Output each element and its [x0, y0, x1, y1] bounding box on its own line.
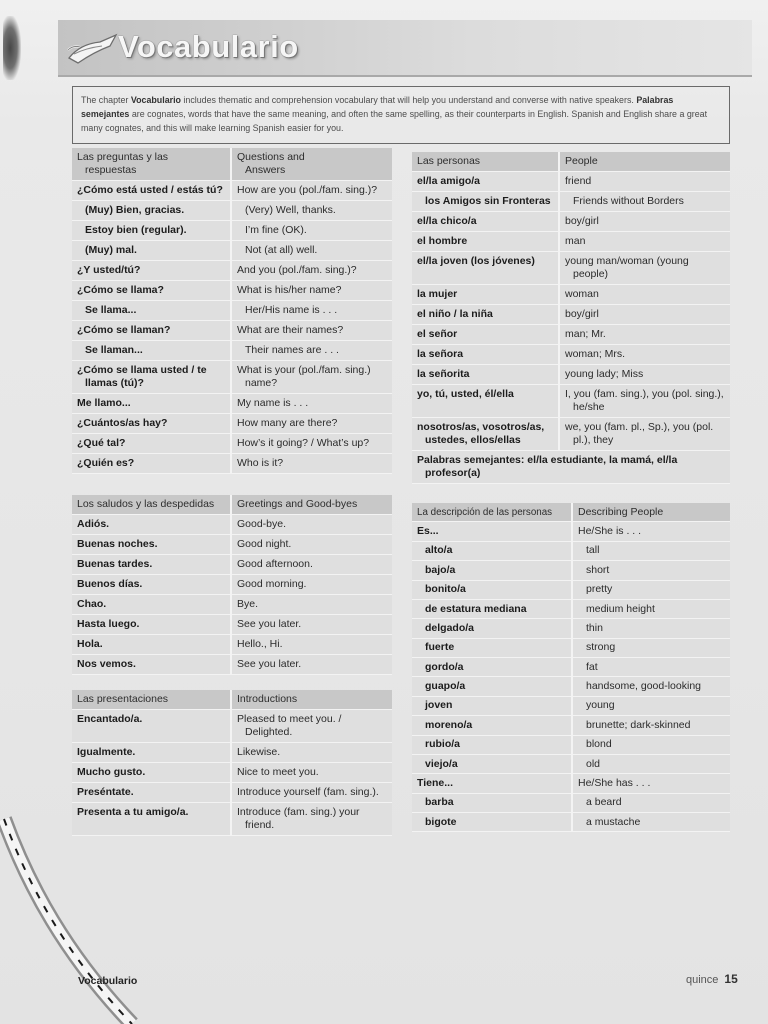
- spanish-term: Mucho gusto.: [72, 763, 232, 782]
- introductions-header-spanish: [72, 690, 232, 709]
- english-translation: boy/girl: [565, 215, 599, 227]
- introductions-entry-row: [72, 763, 392, 783]
- describing-entry-row: [412, 600, 730, 619]
- describing-header-english: [573, 503, 730, 521]
- english-translation: short: [586, 563, 610, 576]
- spanish-term: Hasta luego.: [72, 615, 232, 634]
- english-translation: fat: [586, 660, 598, 673]
- english-translation: man; Mr.: [565, 328, 606, 340]
- english-translation: What is his/her name?: [237, 284, 342, 296]
- introductions-header-english-text: Introductions: [237, 693, 298, 705]
- english-translation: strong: [586, 641, 616, 654]
- spanish-term: Se llama...: [72, 301, 232, 320]
- people-entry-row: [412, 345, 730, 365]
- greetings-header-english-text: Greetings and Good-byes: [237, 498, 358, 510]
- english-translation: Good morning.: [237, 578, 307, 590]
- english-translation: brunette; dark-skinned: [586, 718, 691, 731]
- english-translation: friend: [565, 175, 592, 187]
- spanish-term: (Muy) mal.: [72, 241, 232, 260]
- people-header-english-text: People: [565, 155, 598, 167]
- english-translation: Good-bye.: [237, 518, 287, 530]
- spanish-term: la señorita: [412, 365, 560, 384]
- questions-entry-row: [72, 221, 392, 241]
- spanish-term: Buenas tardes.: [72, 555, 232, 574]
- english-translation: Not (at all) well.: [245, 244, 318, 256]
- spanish-term: Encantado/a.: [72, 710, 232, 742]
- people-entry-row: [412, 418, 730, 451]
- questions-entry-row: [72, 394, 392, 414]
- questions-header-english: [232, 148, 392, 180]
- page-number: 15: [724, 972, 738, 986]
- spanish-term: el/la chico/a: [412, 212, 560, 231]
- spanish-term: Adiós.: [72, 515, 232, 534]
- english-translation: old: [586, 757, 601, 770]
- questions-entry-row: [72, 341, 392, 361]
- english-translation: What is your (pol./fam. sing.) name?: [237, 364, 371, 389]
- people-entry-row: [412, 325, 730, 345]
- cognates-note: Palabras semejantes: el/la estudiante, la mamá, el/la profesor(a): [417, 454, 678, 479]
- describing-entry-row: [412, 542, 730, 561]
- describing-entry-row: [412, 522, 730, 541]
- english-translation: See you later.: [237, 618, 302, 630]
- describing-entry-row: [412, 619, 730, 638]
- people-entry-row: [412, 365, 730, 385]
- scan-edge-mark: [3, 16, 21, 80]
- questions-header-row: [72, 148, 392, 181]
- english-translation: How are you (pol./fam. sing.)?: [237, 184, 378, 196]
- questions-header-spanish: [72, 148, 232, 180]
- english-translation: woman; Mrs.: [565, 348, 626, 360]
- questions-header-english-text: Questions and Answers: [237, 151, 305, 176]
- spanish-term: la mujer: [412, 285, 560, 304]
- english-translation: woman: [565, 288, 599, 300]
- spanish-term: ¿Quién es?: [72, 454, 232, 473]
- people-entry-row: [412, 252, 730, 285]
- english-translation: a beard: [586, 796, 622, 809]
- spanish-term: el hombre: [412, 232, 560, 251]
- english-translation: My name is . . .: [237, 397, 309, 409]
- people-cognates-row: [412, 451, 730, 484]
- spanish-term: ¿Cómo se llaman?: [72, 321, 232, 340]
- spanish-term: Hola.: [72, 635, 232, 654]
- english-translation: Bye.: [237, 598, 259, 610]
- spanish-term: ¿Qué tal?: [72, 434, 232, 453]
- english-translation: tall: [586, 544, 600, 557]
- spanish-term: Se llaman...: [72, 341, 232, 360]
- spanish-term: Buenas noches.: [72, 535, 232, 554]
- spanish-term: Tiene...: [412, 774, 573, 792]
- spanish-term: bajo/a: [412, 561, 573, 579]
- describing-header-spanish: [412, 503, 573, 521]
- english-translation: medium height: [586, 602, 655, 615]
- spanish-term: Igualmente.: [72, 743, 232, 762]
- spanish-term: yo, tú, usted, él/ella: [412, 385, 560, 417]
- greetings-entry-row: [72, 595, 392, 615]
- introductions-header-spanish-text: Las presentaciones: [77, 693, 169, 705]
- spanish-term: rubio/a: [412, 736, 573, 754]
- english-translation: a mustache: [586, 815, 641, 828]
- spanish-term: joven: [412, 697, 573, 715]
- spanish-term: ¿Cómo se llama usted / te llamas (tú)?: [72, 361, 232, 393]
- english-translation: Nice to meet you.: [237, 766, 319, 778]
- english-translation: Friends without Borders: [573, 195, 684, 207]
- spanish-term: gordo/a: [412, 658, 573, 676]
- intro-text: are cognates, words that have the same meaning, and often the same spelling, as their counterparts in English. Spanish and English share a great many cognates, and this will make learning Spanish easier for you.: [81, 109, 708, 133]
- questions-entry-row: [72, 321, 392, 341]
- questions-entry-row: [72, 241, 392, 261]
- describing-entry-row: [412, 736, 730, 755]
- spanish-term: el/la joven (los jóvenes): [412, 252, 560, 284]
- spanish-term: Es...: [412, 522, 573, 540]
- english-translation: man: [565, 235, 586, 247]
- english-translation: handsome, good-looking: [586, 680, 701, 693]
- greetings-header-english: [232, 495, 392, 514]
- english-translation: Good night.: [237, 538, 292, 550]
- introductions-header-row: [72, 690, 392, 710]
- describing-entry-row: [412, 716, 730, 735]
- spanish-term: barba: [412, 794, 573, 812]
- english-translation: blond: [586, 738, 612, 751]
- describing-people-table: [412, 503, 730, 832]
- greetings-header-spanish: [72, 495, 232, 514]
- questions-header-spanish-text: Las preguntas y las respuestas: [77, 151, 169, 176]
- english-translation: Hello., Hi.: [237, 638, 283, 650]
- spanish-term: el señor: [412, 325, 560, 344]
- english-translation: young: [586, 699, 615, 712]
- english-translation: How many are there?: [237, 417, 338, 429]
- spanish-term: Nos vemos.: [72, 655, 232, 674]
- questions-entry-row: [72, 414, 392, 434]
- intro-text: The chapter: [81, 95, 131, 105]
- spanish-term: los Amigos sin Fronteras: [412, 192, 560, 211]
- english-translation: Pleased to meet you. / Delighted.: [237, 713, 342, 738]
- intro-term-palabras-semejantes: Palabras semejantes: [81, 95, 674, 119]
- spanish-term: Presenta a tu amigo/a.: [72, 803, 232, 835]
- describing-header-row: [412, 503, 730, 522]
- greetings-entry-row: [72, 615, 392, 635]
- section-title: Vocabulario: [118, 29, 299, 64]
- greetings-entry-row: [72, 535, 392, 555]
- spanish-term: fuerte: [412, 639, 573, 657]
- spanish-term: Preséntate.: [72, 783, 232, 802]
- questions-entry-row: [72, 454, 392, 474]
- questions-entry-row: [72, 361, 392, 394]
- spanish-term: Estoy bien (regular).: [72, 221, 232, 240]
- spanish-term: el/la amigo/a: [412, 172, 560, 191]
- vocabulario-emblem-icon: [66, 30, 120, 66]
- english-translation: young lady; Miss: [565, 368, 644, 380]
- describing-entry-row: [412, 794, 730, 813]
- section-banner: [58, 20, 752, 77]
- spanish-term: Me llamo...: [72, 394, 232, 413]
- decorative-ribbon: [0, 815, 150, 1024]
- english-translation: Good afternoon.: [237, 558, 313, 570]
- introductions-entry-row: [72, 710, 392, 743]
- questions-entry-row: [72, 434, 392, 454]
- questions-answers-table: [72, 148, 392, 474]
- questions-entry-row: [72, 301, 392, 321]
- greetings-header-spanish-text: Los saludos y las despedidas: [77, 498, 215, 510]
- greetings-entry-row: [72, 575, 392, 595]
- describing-entry-row: [412, 658, 730, 677]
- spanish-term: ¿Cómo está usted / estás tú?: [72, 181, 232, 200]
- english-translation: pretty: [586, 583, 613, 596]
- questions-entry-row: [72, 201, 392, 221]
- english-translation: What are their names?: [237, 324, 344, 336]
- spanish-term: bigote: [412, 813, 573, 831]
- spanish-term: el niño / la niña: [412, 305, 560, 324]
- describing-entry-row: [412, 561, 730, 580]
- english-translation: young man/woman (young people): [565, 255, 689, 280]
- people-header-spanish: [412, 152, 560, 171]
- describing-entry-row: [412, 639, 730, 658]
- greetings-entry-row: [72, 655, 392, 675]
- describing-entry-row: [412, 677, 730, 696]
- introductions-header-english: [232, 690, 392, 709]
- english-translation: (Very) Well, thanks.: [245, 204, 336, 216]
- describing-entry-row: [412, 581, 730, 600]
- page-number-word: quince: [686, 974, 719, 986]
- introductions-entry-row: [72, 783, 392, 803]
- questions-entry-row: [72, 281, 392, 301]
- questions-entry-row: [72, 261, 392, 281]
- intro-box: [72, 86, 730, 144]
- people-entry-row: [412, 305, 730, 325]
- people-entry-row: [412, 232, 730, 252]
- people-entry-row: [412, 172, 730, 192]
- spanish-term: la señora: [412, 345, 560, 364]
- greetings-entry-row: [72, 515, 392, 535]
- english-translation: Introduce yourself (fam. sing.).: [237, 786, 379, 798]
- greetings-entry-row: [72, 555, 392, 575]
- english-translation: Who is it?: [237, 457, 284, 469]
- greetings-table: [72, 495, 392, 675]
- spanish-term: ¿Cuántos/as hay?: [72, 414, 232, 433]
- spanish-term: viejo/a: [412, 755, 573, 773]
- english-translation: I, you (fam. sing.), you (pol. sing.), he/she: [565, 388, 724, 413]
- describing-entry-row: [412, 697, 730, 716]
- english-translation: Likewise.: [237, 746, 281, 758]
- footer-section-label: Vocabulario: [78, 975, 138, 987]
- greetings-header-row: [72, 495, 392, 515]
- english-translation: thin: [586, 621, 603, 634]
- intro-text: includes thematic and comprehension vocabulary that will help you understand and converse with native speakers.: [180, 95, 637, 105]
- questions-entry-row: [72, 181, 392, 201]
- spanish-term: Buenos días.: [72, 575, 232, 594]
- describing-entry-row: [412, 774, 730, 793]
- spanish-term: ¿Cómo se llama?: [72, 281, 232, 300]
- english-translation: He/She has . . .: [578, 776, 651, 789]
- spanish-term: bonito/a: [412, 581, 573, 599]
- english-translation: See you later.: [237, 658, 302, 670]
- spanish-term: delgado/a: [412, 619, 573, 637]
- spanish-term: ¿Y usted/tú?: [72, 261, 232, 280]
- intro-term-vocabulario: Vocabulario: [130, 95, 181, 105]
- people-table: [412, 152, 730, 484]
- english-translation: we, you (fam. pl., Sp.), you (pol. pl.), they: [565, 421, 714, 446]
- people-header-english: [560, 152, 730, 171]
- spanish-term: (Muy) Bien, gracias.: [72, 201, 232, 220]
- people-entry-row: [412, 285, 730, 305]
- spanish-term: alto/a: [412, 542, 573, 560]
- describing-entry-row: [412, 755, 730, 774]
- english-translation: Her/His name is . . .: [245, 304, 338, 316]
- spanish-term: moreno/a: [412, 716, 573, 734]
- english-translation: And you (pol./fam. sing.)?: [237, 264, 357, 276]
- greetings-entry-row: [72, 635, 392, 655]
- people-entry-row: [412, 385, 730, 418]
- describing-header-english-text: Describing People: [578, 505, 664, 518]
- describing-entry-row: [412, 813, 730, 832]
- spanish-term: Chao.: [72, 595, 232, 614]
- english-translation: He/She is . . .: [578, 525, 642, 538]
- introductions-entry-row: [72, 743, 392, 763]
- people-entry-row: [412, 192, 730, 212]
- english-translation: boy/girl: [565, 308, 599, 320]
- english-translation: Introduce (fam. sing.) your friend.: [237, 806, 360, 831]
- people-header-spanish-text: Las personas: [417, 155, 481, 167]
- english-translation: I’m fine (OK).: [245, 224, 307, 236]
- spanish-term: nosotros/as, vosotros/as, ustedes, ellos/ellas: [412, 418, 560, 450]
- spanish-term: guapo/a: [412, 677, 573, 695]
- describing-header-spanish-text: La descripción de las personas: [417, 506, 553, 518]
- english-translation: Their names are . . .: [245, 344, 339, 356]
- english-translation: How’s it going? / What’s up?: [237, 437, 370, 449]
- people-entry-row: [412, 212, 730, 232]
- spanish-term: de estatura mediana: [412, 600, 573, 618]
- page-number-block: [686, 972, 738, 986]
- people-header-row: [412, 152, 730, 172]
